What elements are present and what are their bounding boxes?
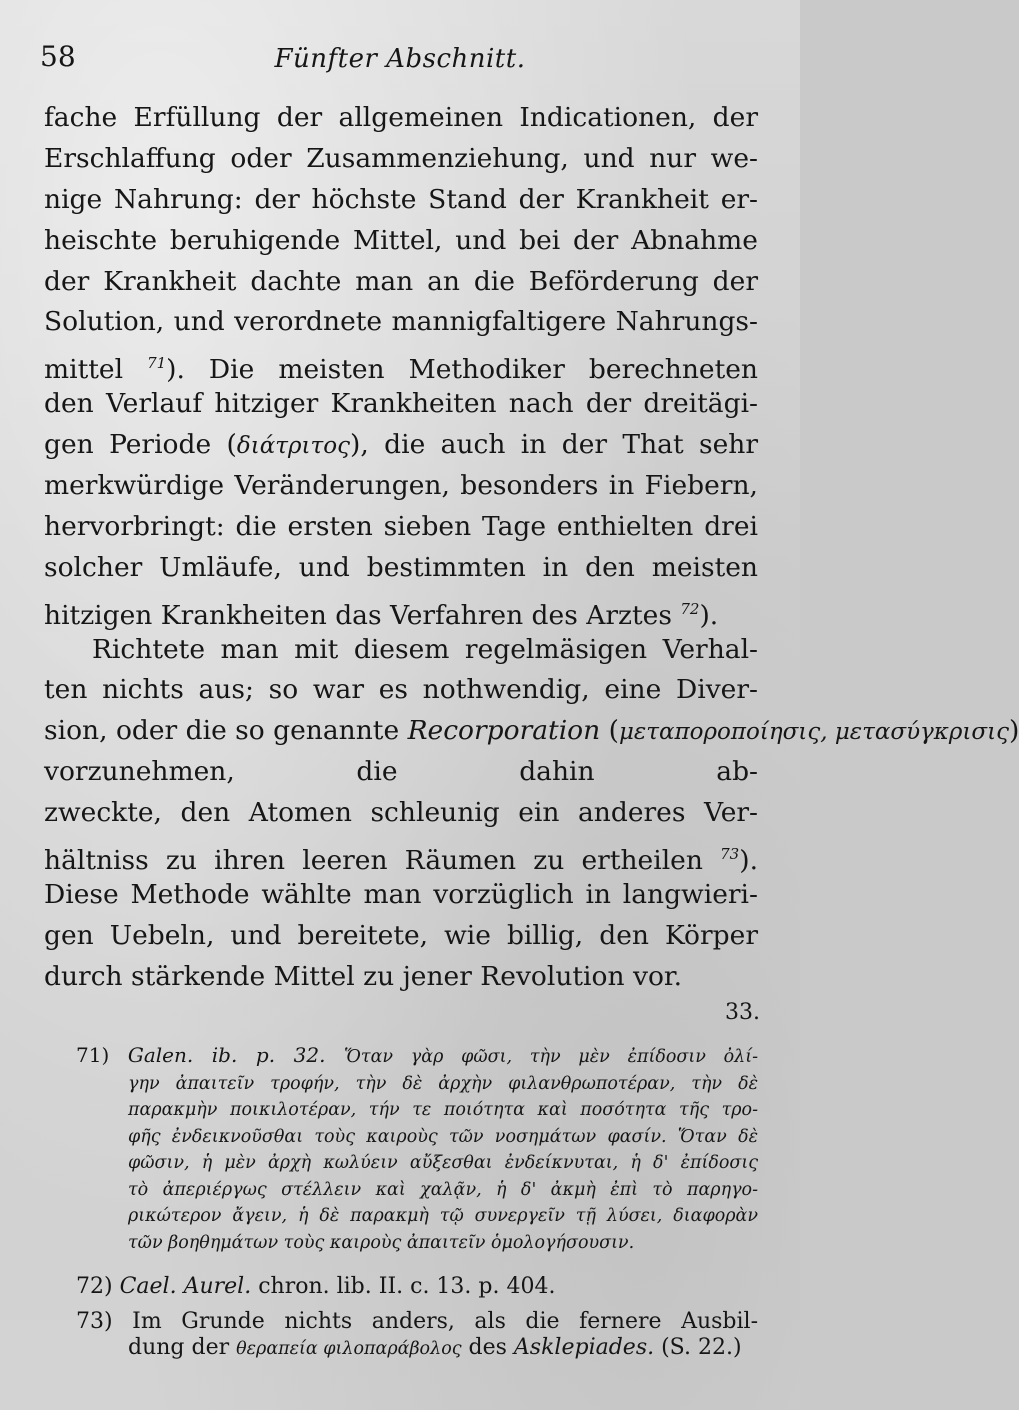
footnote-ref[interactable]: 73 <box>720 845 740 864</box>
greek-quote-line: ρικώτερον ἄγειν, ἡ δὲ παρακμὴ τῷ συνεργεῖν τῇ λύσει, διαφορὰν <box>128 1206 758 1226</box>
text-line: heischte beruhigende Mittel, und bei der Abnahme <box>44 224 758 256</box>
page-number: 58 <box>40 40 76 73</box>
text-line: gen Uebeln, und bereitete, wie billig, den Körper <box>44 919 758 951</box>
text-line: zweckte, den Atomen schleunig ein anderes Ver- <box>44 797 758 829</box>
footnote-ref[interactable]: 71 <box>147 354 167 373</box>
text-line: der Krankheit dachte man an die Beförderung der <box>44 265 758 297</box>
greek-quote-line: παρακμὴν ποικιλοτέραν, τήν τε ποιότητα καὶ ποσότητα τῆς τρο- <box>128 1100 758 1120</box>
emphasized-term: Recorporation <box>407 715 601 747</box>
footnotes <box>76 1042 758 1362</box>
greek-term: διάτριτος <box>236 433 351 460</box>
text-line: mittel $^{71}$). Die meisten Methodiker berechneten <box>44 354 758 386</box>
text-line: den Verlauf hitziger Krankheiten nach der dreitägi- <box>44 388 758 420</box>
text-line: Solution, und verordnete mannigfaltigere Nahrungs- <box>44 306 758 338</box>
footnote-73: 73) Im Grunde nichts anders, als die fernere Ausbil- dung der θεραπεία φιλοπαράβολος des Asklepiades. (S. 22.) <box>76 1308 759 1360</box>
text-line: durch stärkende Mittel zu jener Revolution vor. <box>44 960 683 992</box>
footnote-label: 71) <box>76 1043 110 1067</box>
greek-term: θεραπεία φιλοπαράβολος <box>236 1339 462 1359</box>
footnote-label: 73) <box>76 1308 113 1334</box>
greek-term: μεταποροποίησις, μετασύγκρισις <box>618 719 1010 746</box>
text-line: sion, oder die so genannte Recorporation (μεταποροποίησις, μετασύγκρισις) <box>44 715 1019 747</box>
text-line: vorzunehmen, die dahin ab- <box>44 756 758 788</box>
greek-quote-line: Ὅταν γὰρ φῶσι, τὴν μὲν ἐπίδοσιν ὀλί- <box>344 1047 759 1067</box>
text-line: hältniss zu ihren leeren Räumen zu ertheilen $^{73}$). <box>44 845 758 877</box>
footnote-ref[interactable]: 72 <box>680 599 700 618</box>
greek-quote-line: τῶν βοηθημάτων τοὺς καιροὺς ἀπαιτεῖν ὁμολογήσουσιν. <box>128 1232 635 1253</box>
chapter-title: Fünfter Abschnitt. <box>274 44 526 74</box>
footnote-source: Galen. ib. p. 32. <box>127 1043 326 1067</box>
text-line: Richtete man mit diesem regelmäsigen Verhal- <box>92 633 758 665</box>
main-text <box>44 98 1019 998</box>
greek-quote-line: γην ἀπαιτεῖν τροφήν, τὴν δὲ ἀρχὴν φιλανθρωποτέραν, τὴν δὲ <box>128 1073 758 1094</box>
footnote-71 <box>76 1042 758 1254</box>
text-line: merkwürdige Veränderungen, besonders in Fiebern, <box>44 470 758 502</box>
text-line: Diese Methode wählte man vorzüglich in langwieri- <box>44 878 758 910</box>
text-line: fache Erfüllung der allgemeinen Indicationen, der <box>44 102 758 133</box>
text-line: hitzigen Krankheiten das Verfahren des Arztes $^{72}$). <box>44 599 719 631</box>
text-line: hervorbringt: die ersten sieben Tage enthielten drei <box>44 510 758 542</box>
running-head <box>40 40 760 80</box>
greek-quote-line: φῶσιν, ἡ μὲν ἀρχὴ κωλύειν αὔξεσθαι ἐνδείκνυται, ἡ δ' ἐπίδοσις <box>128 1153 758 1173</box>
text-line: solcher Umläufe, und bestimmten in den meisten <box>44 551 758 583</box>
text-line: nige Nahrung: der höchste Stand der Krankheit er- <box>44 183 758 215</box>
text-line: ten nichts aus; so war es nothwendig, eine Diver- <box>44 674 758 706</box>
greek-quote-line: τὸ ἀπεριέργως στέλλειν καὶ χαλᾷν, ἡ δ' ἀκμὴ ἐπὶ τὸ παρηγο- <box>128 1179 758 1200</box>
text-line: Erschlaffung oder Zusammenziehung, und nur we- <box>44 142 758 174</box>
footnote-label: 72) <box>76 1274 113 1299</box>
emphasized-term: Asklepiades. <box>513 1335 655 1360</box>
footnote-source: Cael. Aurel. <box>119 1274 252 1299</box>
text-line: gen Periode (διάτριτος), die auch in der That sehr <box>44 429 759 461</box>
signature-mark: 33. <box>725 1000 760 1025</box>
greek-quote-line: φῆς ἐνδεικνοῦσθαι τοὺς καιροὺς τῶν νοσημάτων φασίν. Ὅταν δὲ <box>128 1126 758 1147</box>
footnote-text: Im Grunde nichts anders, als die fernere Ausbil- <box>132 1308 759 1334</box>
footnote-text: chron. lib. II. c. 13. p. 404. <box>258 1274 556 1299</box>
footnote-72 <box>76 1274 758 1301</box>
